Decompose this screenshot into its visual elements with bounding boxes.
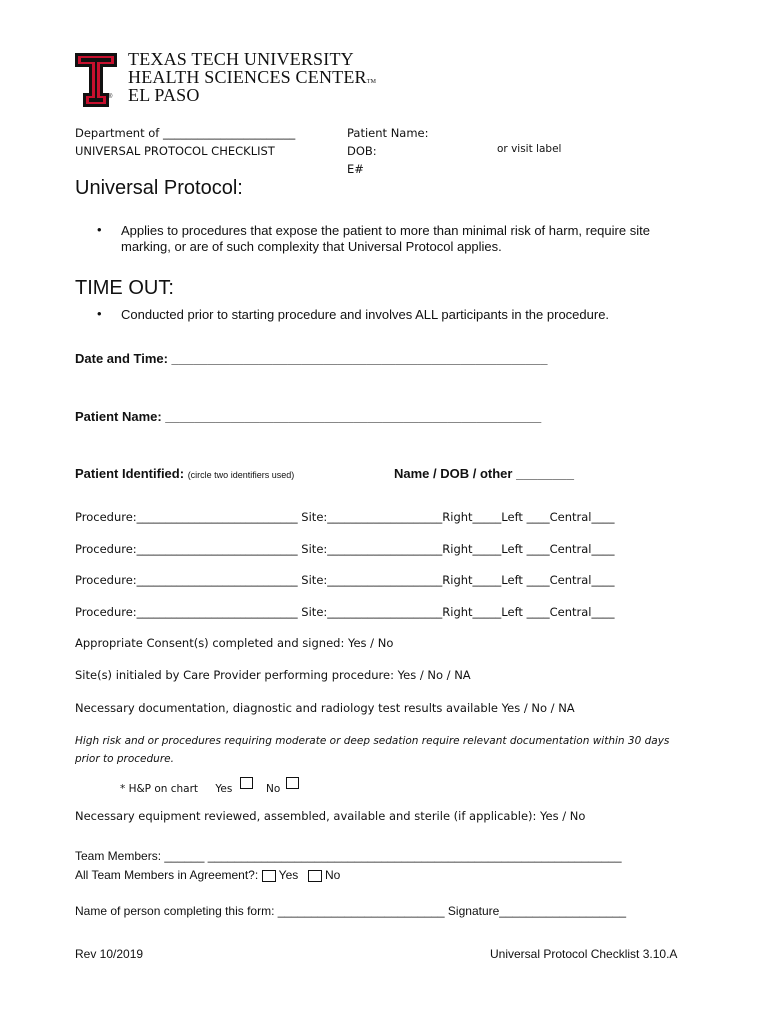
document-id-footer: Universal Protocol Checklist 3.10.A [490,947,678,961]
hp-no-checkbox[interactable] [286,777,299,789]
hp-on-chart-row [120,777,299,795]
site-initialed-line[interactable]: Site(s) initialed by Care Provider performing procedure: Yes / No / NA [75,668,471,682]
agreement-label: All Team Members in Agreement?: [75,868,259,882]
timeout-bullet-text: Conducted prior to starting procedure and involves ALL participants in the procedure. [121,307,610,322]
hp-label: * H&P on chart [120,783,199,795]
patient-identified-row [75,466,294,481]
ttuhsc-logo [74,50,404,110]
timeout-heading: TIME OUT: [75,277,174,299]
agreement-no-label: No [324,868,341,882]
completing-person-line[interactable]: Name of person completing this form: _________________________ Signature___________________ [75,904,627,918]
agreement-no-checkbox[interactable] [308,870,322,882]
equipment-line[interactable]: Necessary equipment reviewed, assembled, available and sterile (if applicable): Yes / No [75,809,586,823]
checklist-title: UNIVERSAL PROTOCOL CHECKLIST [75,144,275,158]
patient-identified-label: Patient Identified: [75,466,185,481]
dob-label: DOB: [347,144,377,158]
universal-bullet-text: Applies to procedures that expose the patient to more than minimal risk of harm, require site marking, or are of such complexity that Universal Protocol applies. [121,223,650,254]
hp-yes-label: Yes [215,783,233,795]
identifier-options[interactable]: Name / DOB / other ________ [394,466,574,481]
procedure-row-4[interactable]: Procedure:____________________________ Site:____________________Right_____Left ____Central____ [75,605,615,619]
revision-footer: Rev 10/2019 [75,947,144,961]
agreement-yes-label: Yes [278,868,299,882]
procedure-row-2[interactable]: Procedure:____________________________ Site:____________________Right_____Left ____Central____ [75,542,615,556]
circle-note: (circle two identifiers used) [187,470,295,480]
bullet-icon: • [97,306,102,321]
documentation-line[interactable]: Necessary documentation, diagnostic and radiology test results available Yes / No / NA [75,701,575,715]
high-risk-note: High risk and or procedures requiring moderate or deep sedation require relevant documentation within 30 days prior to procedure. [75,735,670,765]
procedure-row-1[interactable]: Procedure:____________________________ Site:____________________Right_____Left ____Central____ [75,510,615,524]
encounter-label: E# [347,162,364,176]
bullet-icon: • [97,222,102,237]
department-field: Department of _______________________ [75,126,296,140]
team-members-line[interactable]: Team Members: ______ ______________________________________________________________ [75,849,622,863]
hp-no-label: No [266,783,281,795]
registered-mark: ® [108,94,113,100]
procedure-row-3[interactable]: Procedure:____________________________ Site:____________________Right_____Left ____Central____ [75,573,615,587]
visit-label-note: or visit label [497,143,562,155]
agreement-row [75,868,340,882]
patient-name-field[interactable]: Patient Name: ____________________________________________________ [75,409,542,424]
logo-line-3: EL PASO [128,85,200,105]
consent-line[interactable]: Appropriate Consent(s) completed and signed: Yes / No [75,636,394,650]
date-time-field[interactable]: Date and Time: ____________________________________________________ [75,351,548,366]
hp-yes-checkbox[interactable] [240,777,253,789]
logo-line-1: TEXAS TECH UNIVERSITY [128,49,354,69]
patient-name-label: Patient Name: [347,126,429,140]
logo-line-2: HEALTH SCIENCES CENTERTM [128,67,377,87]
universal-protocol-heading: Universal Protocol: [75,177,243,199]
agreement-yes-checkbox[interactable] [262,870,276,882]
